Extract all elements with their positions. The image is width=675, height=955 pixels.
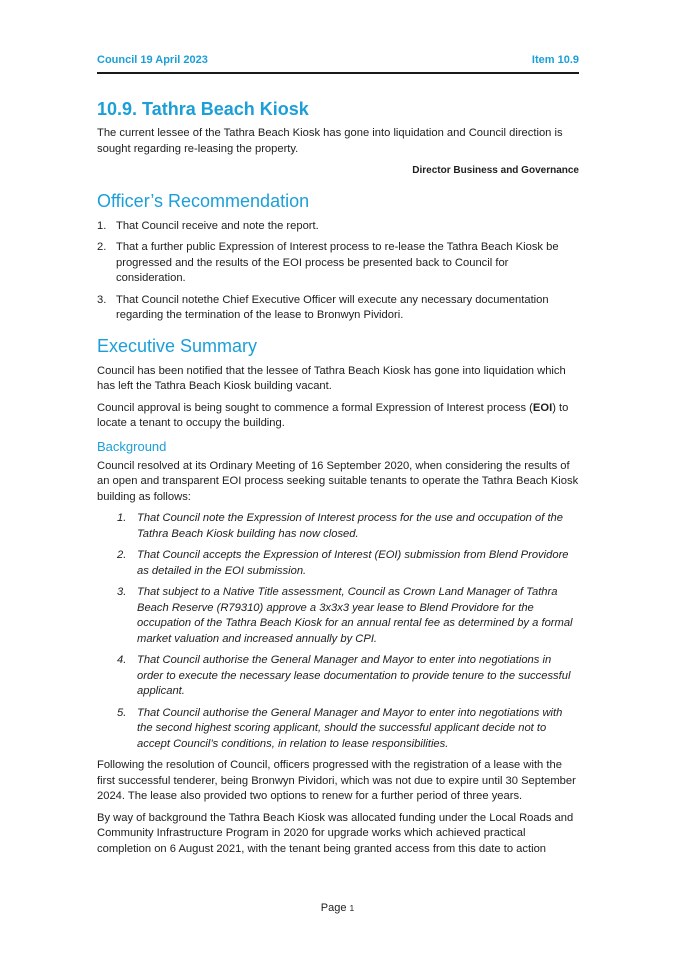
background-paragraph-2: Following the resolution of Council, officers progressed with the registration of a lease with the first successful tenderer, being Bronwyn Pividori, which was not due to expire until 30 September 2024. The lease also provided two options to renew for a further period of three years.	[97, 759, 576, 802]
summary-paragraph-2: Council approval is being sought to commence a formal Expression of Interest process (EOI) to locate a tenant to occupy the building.	[97, 401, 569, 429]
recommendation-list	[97, 219, 579, 324]
list-item: 3. That Council notethe Chief Executive Officer will execute any necessary documentation regarding the termination of the lease to Bronwyn Pividori.	[97, 293, 549, 321]
list-item: 5. That Council authorise the General Manager and Mayor to enter into negotiations with the second highest scoring applicant, should the successful applicant decide not to accept Council’s conditions, in relation to lease responsibilities.	[117, 706, 563, 750]
item-title-text: Tathra Beach Kiosk	[142, 99, 309, 119]
list-item: 4. That Council authorise the General Manager and Mayor to enter into negotiations in order to execute the necessary lease documentation to provide tenure to the successful applicant.	[117, 654, 571, 697]
list-item: 1. That Council note the Expression of Interest process for the use and occupation of the Tathra Beach Kiosk building has now closed.	[117, 512, 563, 540]
page-footer	[0, 902, 675, 914]
meeting-date: Council 19 April 2023	[97, 54, 208, 66]
list-item: 1. That Council receive and note the report.	[97, 219, 319, 232]
summary-paragraph-1: Council has been notified that the lessee of Tathra Beach Kiosk has gone into liquidation which has left the Tathra Beach Kiosk building vacant.	[97, 364, 566, 392]
director-label: Director Business and Governance	[412, 165, 579, 176]
recommendation-heading: Officer’s Recommendation	[97, 190, 310, 211]
list-item: 2. That a further public Expression of Interest process to re-lease the Tathra Beach Kiosk be progressed and the results of the EOI process be presented back to Council for consideration.	[97, 241, 559, 284]
document-body	[97, 98, 579, 863]
page-header	[97, 54, 579, 74]
list-item: 2. That Council accepts the Expression of Interest (EOI) submission from Blend Providore as detailed in the EOI submission.	[117, 549, 569, 577]
item-number-label: Item 10.9	[531, 54, 579, 66]
background-paragraph-3: By way of background the Tathra Beach Kiosk was allocated funding under the Local Roads and Community Infrastructure Program in 2020 for upgrade works which achieved practical completion on 6 August 2021, with the tenant being granted access from this date to action	[97, 811, 574, 855]
item-title	[97, 98, 579, 120]
page-number: 1	[349, 903, 355, 913]
background-heading: Background	[97, 438, 167, 454]
list-item: 3. That subject to a Native Title assessment, Council as Crown Land Manager of Tathra Beach Reserve (R79310) approve a 3x3x3 year lease to Blend Providore for the occupation of the Tathra Beach Kiosk for an annual rental fee as determined by a formal market valuation and increased annually by CPI.	[117, 586, 573, 645]
item-title-number: 10.9.	[97, 99, 138, 119]
background-paragraph-1: Council resolved at its Ordinary Meeting of 16 September 2020, when considering the results of an open and transparent EOI process seeking suitable tenants to operate the Tathra Beach Kiosk building as follows:	[97, 459, 579, 503]
intro-paragraph: The current lessee of the Tathra Beach Kiosk has gone into liquidation and Council direction is sought regarding re-leasing the property.	[97, 127, 563, 155]
resolution-list	[117, 511, 579, 752]
summary-heading: Executive Summary	[97, 335, 258, 356]
page-label: Page	[320, 902, 347, 914]
